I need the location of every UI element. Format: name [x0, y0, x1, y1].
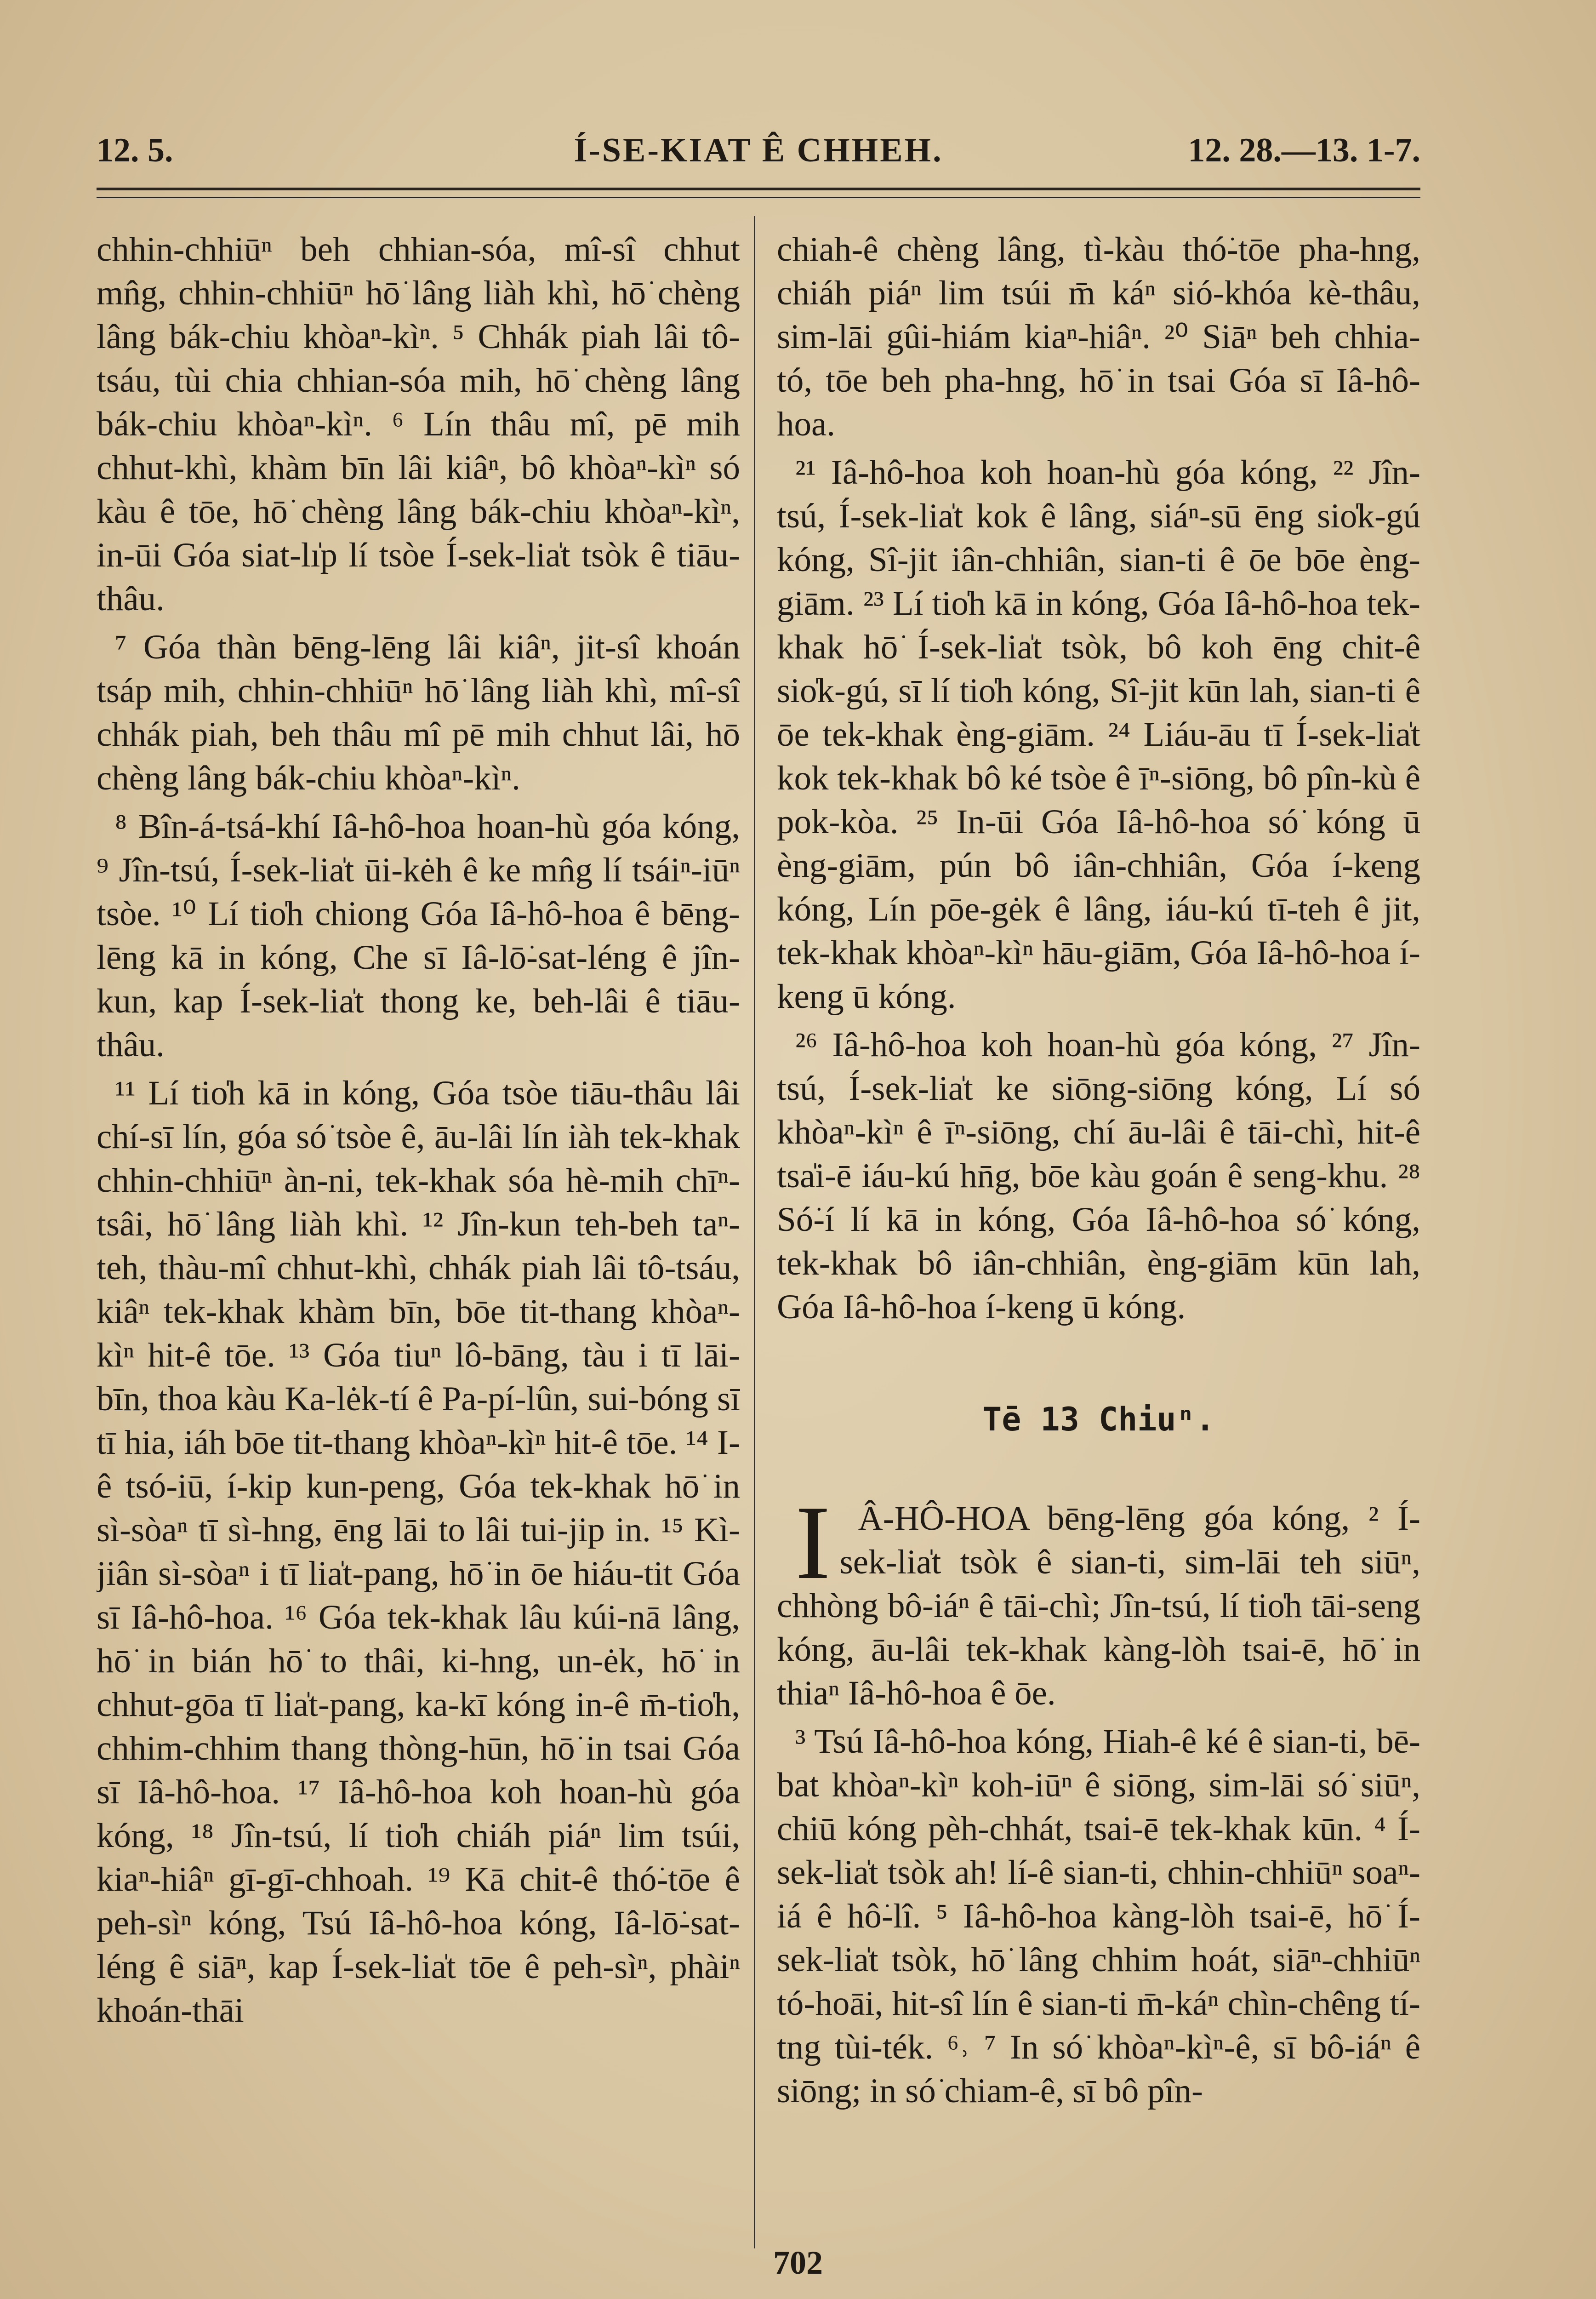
opening-text: Â-HÔ-HOA bēng-lēng góa kóng, ² Í-sek-lia̍t tsòk ê sian-ti, sim-lāi teh siūⁿ, chhòng bô-iáⁿ ê tāi-chì; Jîn-tsú, lí tio̍h tāi-seng kóng, āu-lâi tek-khak kàng-lòh tsai-ē, hō͘ in thiaⁿ Iâ-hô-hoa ê ōe. — [777, 1499, 1420, 1712]
right-column — [777, 228, 1420, 2242]
paragraph: chiah-ê chèng lâng, tì-kàu thó͘-tōe pha-hng, chiáh piáⁿ lim tsúi m̄ káⁿ sió-khóa kè-thâu, sim-lāi gûi-hiám kiaⁿ-hiâⁿ. ²⁰ Siāⁿ beh chhia-tó, tōe beh pha-hng, hō͘ in tsai Góa sī Iâ-hô-hoa. — [777, 230, 1420, 443]
chapter-heading: Tē 13 Chiuⁿ. — [982, 1401, 1215, 1438]
paragraph: ⁷ Góa thàn bēng-lēng lâi kiâⁿ, jit-sî khoán tsáp mih, chhin-chhiūⁿ hō͘ lâng liàh khì, mî-sî chhák piah, beh thâu mî pē mih chhut lâi, hō͘ chèng lâng bák-chiu khòaⁿ-kìⁿ. — [97, 628, 740, 797]
left-column — [97, 228, 740, 2242]
paragraph: ¹¹ Lí tio̍h kā in kóng, Góa tsòe tiāu-thâu lâi chí-sī lín, góa só͘ tsòe ê, āu-lâi lín iàh tek-khak chhin-chhiūⁿ àn-ni, tek-khak sóa hè-mih chīⁿ-tsâi, hō͘ lâng liàh khì. ¹² Jîn-kun teh-beh taⁿ-teh, thàu-mî chhut-khì, chhák piah lâi tô-tsáu, kiâⁿ tek-khak khàm bīn, bōe tit-thang khòaⁿ-kìⁿ hit-ê tōe. ¹³ Góa tiuⁿ lô-bāng, tàu i tī lāi-bīn, thoa kàu Ka-lėk-tí ê Pa-pí-lûn, sui-bóng sī tī hia, iáh bōe tit-thang khòaⁿ-kìⁿ hit-ê tōe. ¹⁴ I-ê tsó-iū, í-kip kun-peng, Góa tek-khak hō͘ in sì-sòaⁿ tī sì-hng, ēng lāi to lâi tui-jip in. ¹⁵ Kì-jiân sì-sòaⁿ i tī lia̍t-pang, hō͘ in ōe hiáu-tit Góa sī Iâ-hô-hoa. ¹⁶ Góa tek-khak lâu kúi-nā lâng, hō͘ in bián hō͘ to thâi, ki-hng, un-ėk, hō͘ in chhut-gōa tī lia̍t-pang, ka-kī kóng in-ê m̄-tio̍h, chhim-chhim thang thòng-hūn, hō͘ in tsai Góa sī Iâ-hô-hoa. ¹⁷ Iâ-hô-hoa koh hoan-hù góa kóng, ¹⁸ Jîn-tsú, lí tio̍h chiáh piáⁿ lim tsúi, kiaⁿ-hiâⁿ gī-gī-chhoah. ¹⁹ Kā chit-ê thó͘-tōe ê peh-sìⁿ kóng, Tsú Iâ-hô-hoa kóng, Iâ-lō͘-sat-léng ê siāⁿ, kap Í-sek-lia̍t tōe ê peh-sìⁿ, phàiⁿ khoán-thāi — [97, 1074, 740, 2030]
running-header — [97, 131, 1420, 182]
header-rule-thick — [97, 188, 1420, 190]
header-rule-thin — [97, 197, 1420, 198]
paragraph: ²¹ Iâ-hô-hoa koh hoan-hù góa kóng, ²² Jîn-tsú, Í-sek-lia̍t kok ê lâng, siáⁿ-sū ēng sio̍k-gú kóng, Sî-jit iân-chhiân, sian-ti ê ōe bōe èng-giām. ²³ Lí tio̍h kā in kóng, Góa Iâ-hô-hoa tek-khak hō͘ Í-sek-lia̍t tsòk, bô koh ēng chit-ê sio̍k-gú, sī lí tio̍h kóng, Sî-jit kūn lah, sian-ti ê ōe tek-khak èng-giām. ²⁴ Liáu-āu tī Í-sek-lia̍t kok tek-khak bô ké tsòe ê īⁿ-siōng, bô pîn-kù ê pok-kòa. ²⁵ In-ūi Góa Iâ-hô-hoa só͘ kóng ū èng-giām, pún bô iân-chhiân, Góa í-keng kóng, Lín pōe-gėk ê lâng, iáu-kú tī-teh ê jit, tek-khak khòaⁿ-kìⁿ hāu-giām, Góa Iâ-hô-hoa í-keng ū kóng. — [777, 453, 1420, 1016]
drop-cap: I — [795, 1484, 831, 1601]
page-number: 702 — [773, 2244, 823, 2281]
paragraph: ⁸ Bîn-á-tsá-khí Iâ-hô-hoa hoan-hù góa kóng, ⁹ Jîn-tsú, Í-sek-lia̍t ūi-kėh ê ke mn̂g lí tsáiⁿ-iūⁿ tsòe. ¹⁰ Lí tio̍h chiong Góa Iâ-hô-hoa ê bēng-lēng kā in kóng, Che sī Iâ-lō͘-sat-léng ê jîn-kun, kap Í-sek-lia̍t thong ke, beh-lâi ê tiāu-thâu. — [97, 807, 740, 1064]
paragraph: ²⁶ Iâ-hô-hoa koh hoan-hù góa kóng, ²⁷ Jîn-tsú, Í-sek-lia̍t ke siōng-siōng kóng, Lí só͘ khòaⁿ-kìⁿ ê īⁿ-siōng, chí āu-lâi ê tāi-chì, hit-ê tsa̍i-ē iáu-kú hn̄g, bōe kàu goán ê seng-khu. ²⁸ Só͘-í lí kā in kóng, Góa Iâ-hô-hoa só͘ kóng, tek-khak bô iân-chhiân, èng-giām kūn lah, Góa Iâ-hô-hoa í-keng ū kóng. — [777, 1026, 1420, 1326]
column-divider — [754, 216, 755, 2248]
paragraph: ³ Tsú Iâ-hô-hoa kóng, Hiah-ê ké ê sian-ti, bē-bat khòaⁿ-kìⁿ koh-iūⁿ ê siōng, sim-lāi só͘ siūⁿ, chiū kóng pèh-chhát, tsai-ē tek-khak kūn. ⁴ Í-sek-lia̍t tsòk ah! lí-ê sian-ti, chhin-chhiūⁿ soaⁿ-iá ê hô͘-lî. ⁵ Iâ-hô-hoa kàng-lòh tsai-ē, hō͘ Í-sek-lia̍t tsòk, hō͘ lâng chhim hoát, siāⁿ-chhiūⁿ tó-hoāi, hit-sî lín ê sian-ti m̄-káⁿ chìn-chêng tí-tng tùi-ték. ⁶˒ ⁷ In só͘ khòaⁿ-kìⁿ-ê, sī bô-iáⁿ ê siōng; in só͘ chiam-ê, sī bô pîn- — [777, 1722, 1420, 2110]
header-verse-start: 12. 5. — [97, 132, 173, 169]
header-book-title: Í-SE-KIAT Ê CHHEH. — [574, 132, 943, 169]
header-verse-end: 12. 28.—13. 1-7. — [1188, 132, 1420, 169]
paragraph: chhin-chhiūⁿ beh chhian-sóa, mî-sî chhut mn̂g, chhin-chhiūⁿ hō͘ lâng liàh khì, hō͘ chèng lâng bák-chiu khòaⁿ-kìⁿ. ⁵ Chhák piah lâi tô-tsáu, tùi chia chhian-sóa mih, hō͘ chèng lâng bák-chiu khòaⁿ-kìⁿ. ⁶ Lín thâu mî, pē mih chhut-khì, khàm bīn lâi kiâⁿ, bô khòaⁿ-kìⁿ só͘ kàu ê tōe, hō͘ chèng lâng bák-chiu khòaⁿ-kìⁿ, in-ūi Góa siat-lı̍p lí tsòe Í-sek-lia̍t tsòk ê tiāu-thâu. — [97, 230, 740, 618]
chapter-opening-paragraph — [777, 1484, 1420, 1715]
